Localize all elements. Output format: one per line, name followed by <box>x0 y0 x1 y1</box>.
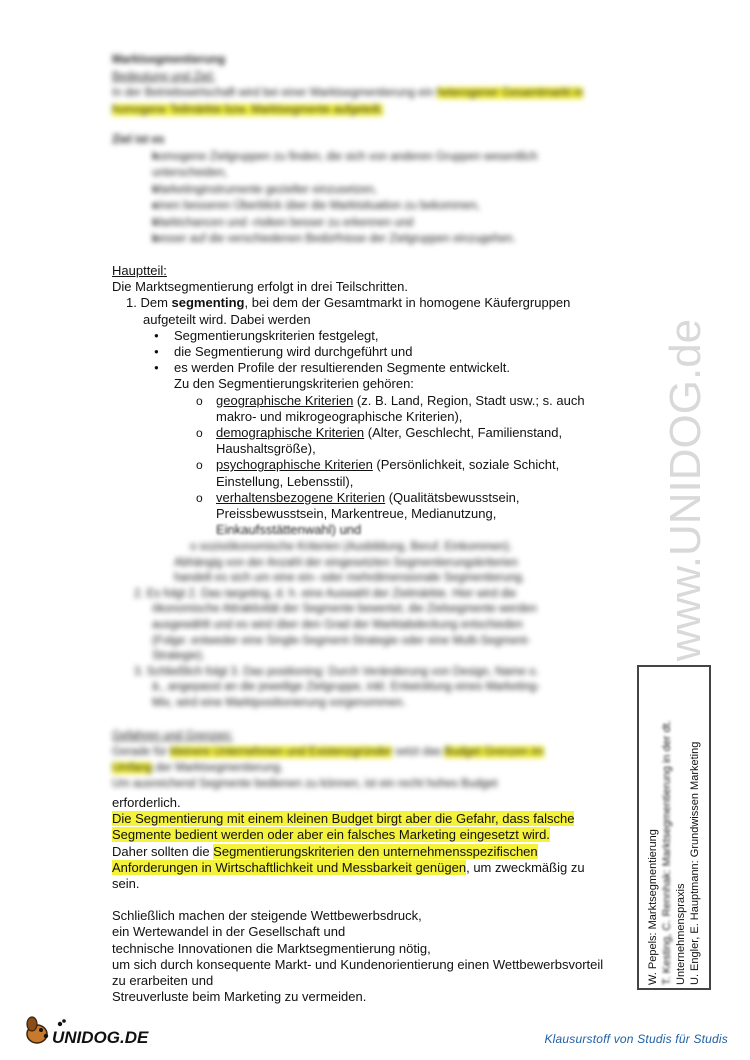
kriterium-line2: Preissbewusstsein, Markentreue, Medianutzung, <box>216 506 497 522</box>
list-item <box>152 231 612 248</box>
list-item <box>216 425 632 457</box>
main-section <box>112 263 632 538</box>
source-line: T. Kesting, C. Rennhak: Marktsegmentierung in der dt. <box>661 720 673 985</box>
blurred-line: ökonomische Attraktivität der Segmente bewertet, die Zielsegmente werden <box>152 603 537 616</box>
list-item-text: die Segmentierung wird durchgeführt und <box>174 344 413 360</box>
list-item <box>152 149 612 182</box>
gefahren-line2 <box>112 760 642 776</box>
footer-tagline: Klausurstoff von Studis für Studis <box>544 1032 728 1046</box>
step1-prefix: 1. Dem <box>126 295 172 311</box>
blurred-line: handelt es sich um eine ein- oder mehrdimensionale Segmentierung. <box>174 572 525 585</box>
warning-highlight: Die Segmentierung mit einem kleinen Budget birgt aber die Gefahr, dass falsche <box>112 811 575 827</box>
final-line: Schließlich machen der steigende Wettbewerbsdruck, <box>112 908 422 924</box>
dog-icon <box>22 1012 152 1048</box>
bottom-section <box>112 795 652 1005</box>
line-erforderlich: erforderlich. <box>112 795 181 810</box>
blurred-line: Abhängig von der Anzahl der eingesetzten Segmentierungskriterien <box>174 556 518 569</box>
list-item <box>216 457 632 489</box>
kriterium-label: geographische Kriterien <box>216 392 354 408</box>
blurred-line: ä., angepasst an die jeweilige Zielgruppe, inkl. Entwicklung eines Marketing- <box>152 681 541 694</box>
blurred-line: o sozioökonomische Kriterien (Ausbildung, Beruf, Einkommen). <box>190 541 513 553</box>
kriterium-line2: Einstellung, Lebensstil), <box>216 473 354 489</box>
blurred-line: 3. Schließlich folgt 3. Das positioning: Durch Veränderung von Design, Name o. <box>134 665 539 678</box>
ziel-heading: Ziel ist es <box>112 134 165 146</box>
gefahren-highlight: Umfang <box>112 762 153 774</box>
kriterium-line2: Haushaltsgröße), <box>216 441 316 457</box>
list-item-text: besser auf die verschiedenen Bedürfnisse der Zielgruppen einzugehen. <box>152 233 516 245</box>
final-line: technische Innovationen die Marktsegmentierung nötig, <box>112 940 431 956</box>
kriterium-label: psychographische Kriterien <box>216 457 373 473</box>
daher-highlight: Anforderungen in Wirtschaftlichkeit und Messbarkeit genügen <box>112 859 467 875</box>
logo-text: UNIDOG.DE <box>52 1028 149 1047</box>
intro-paragraph <box>112 85 612 118</box>
kriterien-intro: Zu den Segmentierungskriterien gehören: <box>174 376 414 392</box>
list-item <box>216 393 632 425</box>
blurred-gefahren-block <box>112 728 642 792</box>
kriterium-rest: (Persönlichkeit, soziale Schicht, <box>372 457 560 473</box>
list-item <box>174 344 632 360</box>
final-line: um sich durch konsequente Markt- und Kundenorientierung einen Wettbewerbsvorteil <box>112 956 604 972</box>
blurred-line: ausgewählt und es wird über den Grad der Marktabdeckung entschieden <box>152 618 523 631</box>
blurred-intro-section <box>112 52 612 248</box>
kriterium-line2: makro- und mikrogeographische Kriterien), <box>216 408 463 424</box>
step1-line2: aufgeteilt wird. Dabei werden <box>143 311 311 327</box>
kriterium-line3: Einkaufsstättenwahl) und <box>216 522 362 538</box>
daher-line2 <box>112 860 652 876</box>
sources-inner <box>639 667 713 992</box>
intro-plain: In der Betriebswirtschaft wird bei einer Marktsegmentierung ein <box>112 87 437 99</box>
doc-title: Marktsegmentierung <box>112 54 226 66</box>
main-intro: Die Marktsegmentierung erfolgt in drei Teilschritten. <box>112 279 409 295</box>
step1-line1 <box>112 295 632 311</box>
step1-rest: , bei dem der Gesamtmarkt in homogene Käufergruppen <box>244 295 571 311</box>
daher-highlight: Segmentierungskriterien den unternehmensspezifischen <box>213 843 538 859</box>
gefahren-line1 <box>112 744 642 760</box>
gefahren-highlight: kleinere Unternehmen und Existenzgründer <box>170 746 392 758</box>
kriterium-rest: (z. B. Land, Region, Stadt usw.; s. auch <box>353 392 585 408</box>
list-item <box>152 215 612 232</box>
gefahren-line3: Um ausreichend Segmente bedienen zu können, ist ein recht hohes Budget <box>112 778 498 790</box>
watermark-text: www.UNIDOG.de <box>661 318 710 662</box>
list-item <box>174 360 632 376</box>
source-line: Unternehmenspraxis <box>675 883 687 985</box>
blurred-line: Mix, wird eine Marktpositionierung vorgenommen. <box>152 696 406 709</box>
list-item-text: homogene Zielgruppen zu finden, die sich von anderen Gruppen wesentlich unterscheiden, <box>152 150 538 179</box>
kriterium-label: verhaltensbezogene Kriterien <box>216 489 386 505</box>
blurred-steps-block <box>134 540 624 712</box>
warning-line2 <box>112 827 652 843</box>
daher-text: , um zweckmäßig zu <box>466 859 585 875</box>
blurred-line: (Folge: entweder eine Single-Segment-Strategie oder eine Multi-Segment- <box>152 634 531 647</box>
step1-bold: segmenting <box>171 295 245 311</box>
kriterium-rest: (Alter, Geschlecht, Familienstand, <box>364 425 563 441</box>
gefahren-heading: Gefahren und Grenzen: <box>112 730 233 742</box>
final-line: zu erarbeiten und <box>112 973 214 989</box>
gefahren-highlight: Budget Grenzen im <box>444 746 544 758</box>
list-item <box>174 328 632 344</box>
list-item-text: Marktchancen und -risiken besser zu erkennen und <box>152 216 414 229</box>
intro-highlight: heterogener Gesamtmarkt in homogene Teilmärkte bzw. Marktsegmente aufgeteilt. <box>112 87 584 116</box>
warning-highlight: Segmente bedient werden oder aber ein falsches Marketing eingesetzt wird. <box>112 827 550 843</box>
kriterien-list <box>216 393 632 539</box>
list-item <box>152 182 612 199</box>
kriterium-label: demographische Kriterien <box>216 425 365 441</box>
unidog-logo <box>22 1012 152 1048</box>
warning-line1 <box>112 811 652 827</box>
daher-text: Daher sollten die <box>112 843 214 859</box>
list-item <box>152 198 612 215</box>
list-item-text: Marketinginstrumente gezielter einzusetzen, <box>152 183 378 196</box>
final-line: Streuverluste beim Marketing zu vermeiden. <box>112 989 367 1005</box>
list-item-text: einen besseren Überblick über die Marktsituation zu bekommen, <box>152 200 480 212</box>
list-item <box>216 490 632 539</box>
source-line: U. Engler, E. Hauptmann: Grundwissen Marketing <box>689 741 701 985</box>
sources-box <box>637 665 711 990</box>
gefahren-text: setzt das <box>392 746 445 758</box>
unidog-watermark <box>660 280 740 700</box>
main-heading: Hauptteil: <box>112 263 167 278</box>
step1-bullets <box>174 328 632 377</box>
blurred-line: 2. Es folgt 2. Das targeting, d. h. eine Auswahl der Zielmärkte. Hier wird die <box>134 587 517 600</box>
doc-subtitle: Bedeutung und Ziel: <box>112 70 215 83</box>
blurred-line: Strategie). <box>152 650 206 663</box>
list-item-text: es werden Profile der resultierenden Segmente entwickelt. <box>174 360 511 376</box>
kriterium-rest: (Qualitätsbewusstsein, <box>385 489 520 505</box>
final-line: ein Wertewandel in der Gesellschaft und <box>112 924 346 940</box>
gefahren-text: Gerade für <box>112 746 171 758</box>
daher-line1 <box>112 844 652 860</box>
ziel-list <box>152 149 612 248</box>
source-line: W. Pepels: Marktsegmentierung <box>647 829 659 985</box>
list-item-text: Segmentierungskriterien festgelegt, <box>174 327 379 343</box>
gefahren-text: der Marktsegmentierung. <box>152 762 284 774</box>
daher-end: sein. <box>112 876 140 892</box>
